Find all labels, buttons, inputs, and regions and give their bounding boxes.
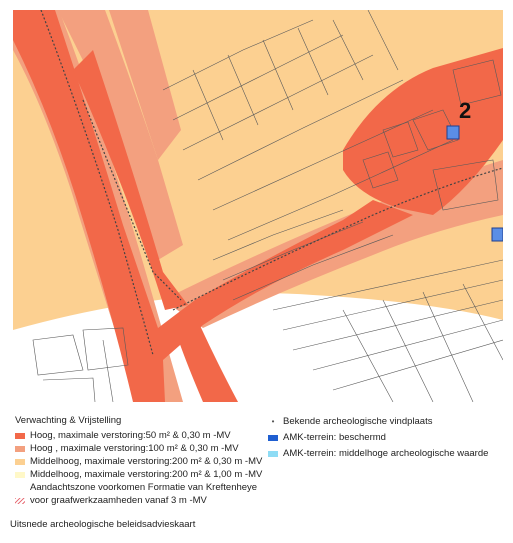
- legend-swatch: [15, 433, 25, 439]
- legend-item-middelhoog-100: [15, 469, 262, 480]
- legend-item-aandacht-line1: [30, 482, 257, 493]
- legend-title: Verwachting & Vrijstelling: [15, 415, 122, 426]
- legend-label: Hoog , maximale verstoring:100 m² & 0,30 m -MV: [30, 443, 239, 454]
- legend-swatch: [268, 435, 278, 441]
- legend-item-middelhoog-030: [15, 456, 262, 467]
- legend-item-aandachtszone: [15, 495, 207, 506]
- legend-label: Bekende archeologische vindplaats: [283, 416, 433, 427]
- legend-item-hoog-50: [15, 430, 231, 441]
- legend-label: AMK-terrein: middelhoge archeologische waarde: [283, 448, 489, 459]
- legend-label: Middelhoog, maximale verstoring:200 m² & 0,30 m -MV: [30, 456, 263, 467]
- dot-icon: •: [271, 417, 275, 426]
- legend-item-vindplaats: [268, 416, 432, 427]
- legend-label: Hoog, maximale verstoring:50 m² & 0,30 m -MV: [30, 430, 231, 441]
- legend-item-hoog-100: [15, 443, 239, 454]
- legend-swatch: [268, 451, 278, 457]
- zone-label: 2: [459, 98, 472, 123]
- amk-terrain-marker-1[interactable]: [447, 126, 459, 139]
- legend-item-amk-beschermd: [268, 432, 386, 443]
- legend-swatch: [15, 446, 25, 452]
- legend-swatch: [15, 459, 25, 465]
- map-caption: Uitsnede archeologische beleidsadvieskaart: [10, 519, 196, 530]
- legend-label: AMK-terrein: beschermd: [283, 432, 386, 443]
- map-frame[interactable]: [13, 10, 503, 402]
- legend-label: voor graafwerkzaamheden vanaf 3 m -MV: [30, 495, 207, 506]
- map-canvas[interactable]: [13, 10, 503, 402]
- legend-label: Middelhoog, maximale verstoring:200 m² & 1,00 m -MV: [30, 469, 263, 480]
- legend-swatch: [15, 472, 25, 478]
- hatch-swatch: [15, 498, 25, 504]
- legend-item-amk-middelhoog: [268, 448, 488, 459]
- legend-label: Aandachtszone voorkomen Formatie van Kreftenheye: [30, 482, 258, 493]
- amk-terrain-marker-2[interactable]: [492, 228, 503, 241]
- legend: [13, 412, 503, 510]
